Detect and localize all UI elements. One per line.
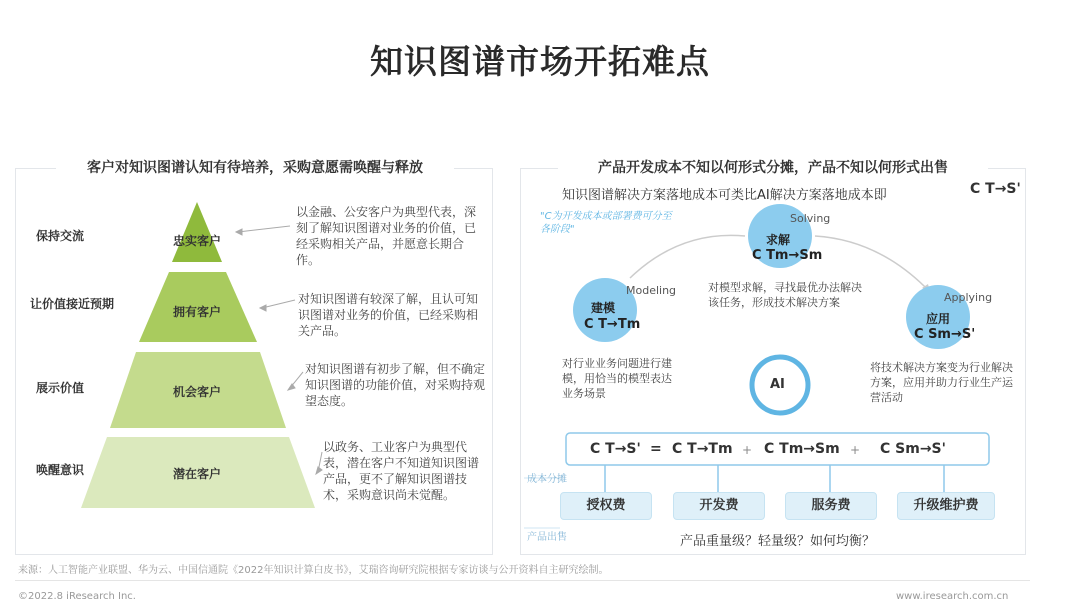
level-label-4: 唤醒意识: [36, 463, 85, 477]
tier-desc-3: 对知识图谱有初步了解，但不确定知识图谱的功能价值，对采购持观望态度。: [305, 362, 486, 408]
footer-divider: [15, 580, 1030, 581]
modeling-en: Modeling: [626, 284, 677, 297]
equation-term-2: C Tm→Sm: [764, 441, 840, 457]
product-question: 产品重量级？轻量级？如何均衡？: [680, 534, 876, 549]
applying-formula: C Sm→S': [914, 327, 976, 342]
equation-equals: =: [650, 441, 662, 457]
solving-cn: 求解: [766, 233, 791, 247]
tier-desc-2: 对知识图谱有较深了解，且认可知识图谱对业务的价值，已经采购相关产品。: [298, 292, 479, 338]
modeling-formula: C T→Tm: [584, 317, 641, 332]
cost-item-development: 开发费: [673, 492, 765, 520]
equation-lhs: C T→S': [590, 441, 641, 457]
right-subheading: 知识图谱解决方案落地成本可类比AI解决方案落地成本即: [562, 188, 887, 203]
tier-desc-4: 以政务、工业客户为典型代表，潜在客户不知道知识图谱产品，更不了解知识图谱技术，采购意识尚未觉醒。: [323, 440, 480, 502]
page-title: 知识图谱市场开拓难点: [370, 42, 710, 81]
solving-en: Solving: [790, 212, 831, 225]
cost-item-upgrade: 升级维护费: [897, 492, 995, 520]
tier-label-2: 拥有客户: [172, 305, 221, 319]
tier-label-1: 忠实客户: [172, 234, 221, 248]
modeling-cn: 建模: [591, 301, 616, 315]
solving-desc: 对模型求解，寻找最优办法解决该任务，形成技术解决方案: [708, 281, 862, 309]
level-label-3: 展示价值: [36, 381, 85, 395]
equation-plus-2: +: [850, 443, 861, 457]
cost-item-license: 授权费: [560, 492, 652, 520]
solving-formula: C Tm→Sm: [752, 248, 823, 263]
tier-label-4: 潜在客户: [172, 467, 221, 481]
left-panel-title: 客户对知识图谱认知有待培养，采购意愿需唤醒与释放: [56, 157, 454, 177]
tier-desc-1: 以金融、公安客户为典型代表，深刻了解知识图谱对业务的价值，已经采购相关产品，并愿意长期合作。: [296, 205, 477, 267]
applying-en: Applying: [944, 291, 993, 304]
source-note: 来源：人工智能产业联盟、华为云、中国信通院《2022年知识计算白皮书》，艾瑞咨询研究院根据专家访谈与公开资料自主研究绘制。: [18, 565, 609, 576]
right-subheading-formula: C T→S': [970, 181, 1021, 197]
ai-label: AI: [770, 377, 785, 392]
cost-share-label: 成本分摊: [527, 474, 567, 485]
equation-term-3: C Sm→S': [880, 441, 946, 457]
applying-desc: 将技术解决方案变为行业解决方案，应用并助力行业生产运营活动: [870, 361, 1013, 404]
cost-item-service: 服务费: [785, 492, 877, 520]
cost-note: "C为开发成本或部署费可分至各阶段": [540, 211, 672, 235]
right-panel-title: 产品开发成本不知以何形式分摊，产品不知以何形式出售: [558, 157, 988, 177]
tier-label-3: 机会客户: [172, 385, 221, 399]
level-label-2: 让价值接近预期: [30, 297, 115, 311]
site-url[interactable]: www.iresearch.com.cn: [896, 591, 1009, 602]
modeling-desc: 对行业业务问题进行建模，用恰当的模型表达业务场景: [562, 357, 672, 400]
applying-cn: 应用: [926, 312, 951, 326]
product-sale-label: 产品出售: [527, 532, 567, 543]
equation-plus-1: +: [742, 443, 753, 457]
level-label-1: 保持交流: [36, 229, 85, 243]
equation-term-1: C T→Tm: [672, 441, 733, 457]
copyright: ©2022.8 iResearch Inc.: [18, 591, 136, 602]
